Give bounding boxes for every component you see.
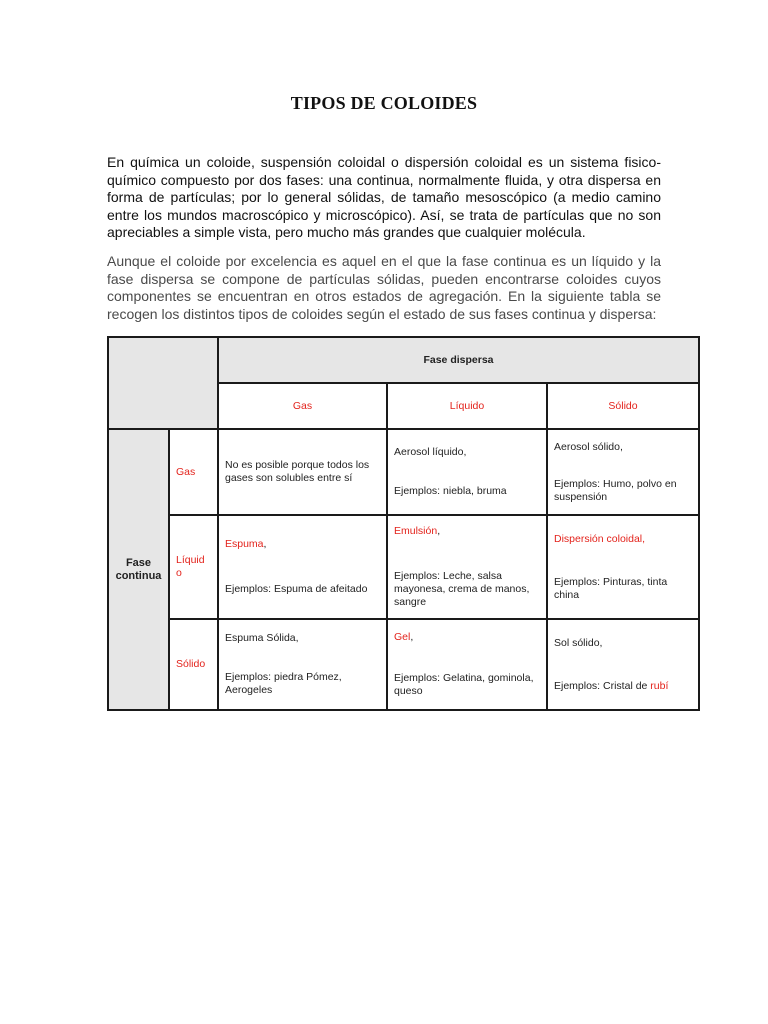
cell-name-suffix: , [263,538,267,550]
intro-paragraph: En química un coloide, suspensión coloidal o dispersión coloidal es un sistema fisico-químico compuesto por dos fases: una continua, normalmente fluida, y otra dispersa en forma de partículas; por lo general sólidas, de tamaño mesoscópico (a medio camino entre los mundos macroscópico y microscópico). Así, se trata de partículas que no son apreciables a simple vista, pero mucho más grandes que cualquier molécula. [107,154,661,241]
table-cell-liquido-solido [547,515,699,619]
table-cell-solido-solido [547,619,699,710]
colloid-types-table [107,336,700,711]
fase-continua-header: Fase continua [108,429,169,710]
cell-name: Espuma [225,538,264,550]
fase-dispersa-header: Fase dispersa [218,337,699,383]
cell-example: Ejemplos: Humo, polvo en suspensión [554,477,677,503]
cell-name-wrap [554,533,692,546]
cell-example: Ejemplos: piedra Pómez, Aerogeles [225,671,342,696]
table-cell-solido-gas [218,619,387,710]
cell-example-highlight: rubí [650,679,669,692]
cell-name: Aerosol líquido, [394,446,467,458]
table-row-liquido [108,515,699,619]
table-cell-liquido-gas [218,515,387,619]
cell-example: Ejemplos: Cristal de [554,679,651,692]
cell-name: Sol sólido, [554,636,603,649]
cell-example: Ejemplos: Espuma de afeitado [225,583,368,595]
cell-name-wrap [225,538,380,551]
cell-example: Ejemplos: Gelatina, gominola, queso [394,672,534,697]
page-title: TIPOS DE COLOIDES [290,93,478,113]
cell-example: Ejemplos: Pinturas, tinta china [554,575,668,601]
table-row-gas [108,429,699,515]
dispersed-header-solido: Sólido [547,383,699,429]
cell-name-wrap [394,631,540,644]
cell-name: Aerosol sólido, [554,440,623,453]
cell-name-suffix: , [642,532,646,545]
table-cell-gas-liquido [387,429,547,515]
continuous-header-solido: Sólido [169,619,218,710]
table-cell-gas-solido [547,429,699,515]
cell-name: Espuma Sólida, [225,632,299,644]
cell-name-suffix: , [437,525,441,537]
cell-name-wrap [394,525,540,538]
dispersed-header-gas: Gas [218,383,387,429]
table-cell-solido-liquido [387,619,547,710]
continuous-header-gas: Gas [169,429,218,515]
cell-name: Gel [394,631,411,643]
cell-name: Dispersión coloidal [554,532,643,545]
table-header-row-1 [108,337,699,383]
cell-name-suffix: , [410,631,414,643]
cell-example-wrap [554,680,692,693]
table-corner-cell [108,337,218,429]
cell-name: Emulsión [394,525,438,537]
table-intro-paragraph: Aunque el coloide por excelencia es aquel en el que la fase continua es un líquido y la fase dispersa se compone de partículas sólidas, pueden encontrarse coloides cuyos componentes se encuentran en otros estados de agregación. En la siguiente tabla se recogen los distintos tipos de coloides según el estado de sus fases continua y dispersa: [107,253,661,322]
cell-example: No es posible porque todos los gases son solubles entre sí [225,459,370,484]
table-row-solido [108,619,699,710]
table-cell-gas-gas [218,429,387,515]
cell-example: Ejemplos: Leche, salsa mayonesa, crema de manos, sangre [394,570,530,608]
continuous-header-liquido: Líquid o [169,515,218,619]
table-cell-liquido-liquido [387,515,547,619]
dispersed-header-liquido: Líquido [387,383,547,429]
cell-example: Ejemplos: niebla, bruma [394,485,507,497]
